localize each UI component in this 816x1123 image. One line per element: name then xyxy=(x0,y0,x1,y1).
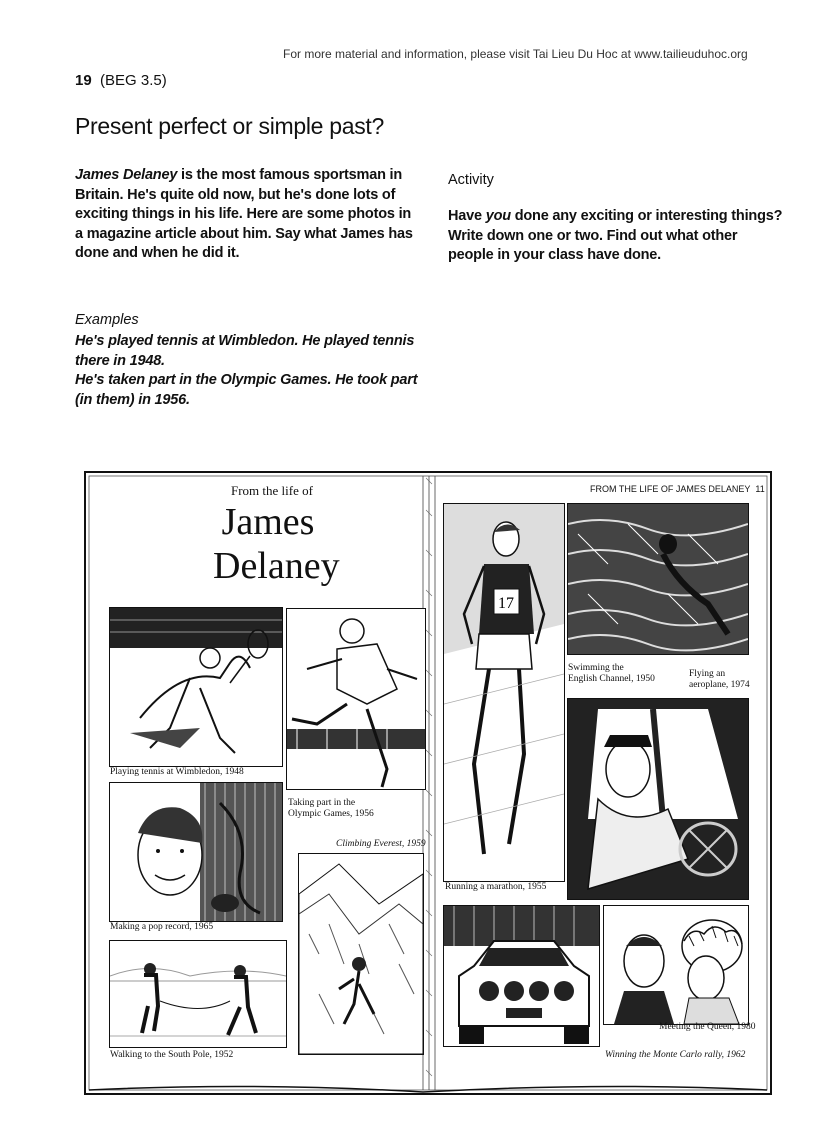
page-title: Present perfect or simple past? xyxy=(75,113,385,139)
magazine-spread xyxy=(83,470,773,1098)
photo-everest xyxy=(298,853,424,1055)
caption-plane-1: Flying an xyxy=(689,669,726,679)
example-line-1: He's played tennis at Wimbledon. He played tennis there in 1948. xyxy=(75,333,415,369)
caption-channel xyxy=(568,663,655,685)
caption-pop: Making a pop record, 1965 xyxy=(110,922,214,932)
caption-everest: Climbing Everest, 1959 xyxy=(336,839,426,849)
caption-queen: Meeting the Queen, 1980 xyxy=(659,1022,756,1032)
caption-marathon: Running a marathon, 1955 xyxy=(445,882,547,892)
caption-tennis: Playing tennis at Wimbledon, 1948 xyxy=(110,767,244,777)
caption-channel-1: Swimming the xyxy=(568,663,624,673)
caption-olympic xyxy=(288,798,374,820)
photo-aeroplane xyxy=(567,698,749,900)
mag-title-small: From the life of xyxy=(231,483,313,498)
examples-text xyxy=(75,332,425,410)
photo-rally xyxy=(443,905,600,1047)
mag-page-number: 11 xyxy=(755,484,765,494)
photo-south-pole xyxy=(109,940,287,1048)
intro-paragraph xyxy=(75,166,420,264)
photo-tennis xyxy=(109,607,283,767)
source-note: For more material and information, please visit Tai Lieu Du Hoc at www.tailieuduhoc.org xyxy=(283,47,748,61)
unit-number: 19 xyxy=(75,72,92,89)
mag-title-first: James xyxy=(221,501,315,543)
photo-marathon xyxy=(443,503,565,882)
caption-rally: Winning the Monte Carlo rally, 1962 xyxy=(605,1050,746,1060)
activity-you: you xyxy=(485,208,511,224)
intro-text: is the most famous sportsman in Britain. He's quite old now, but he's done lots of exciting things in his life. Here are some photos in a magazine article about him. Say what James has done and when he did it. xyxy=(75,167,413,261)
intro-name: James Delaney xyxy=(75,167,178,183)
photo-pop-record xyxy=(109,782,283,922)
svg-text:17: 17 xyxy=(498,595,514,612)
caption-channel-2: English Channel, 1950 xyxy=(568,674,655,684)
photo-channel xyxy=(567,503,749,655)
mag-title-last: Delaney xyxy=(213,545,340,587)
photo-olympic xyxy=(286,608,426,790)
caption-plane-2: aeroplane, 1974 xyxy=(689,680,750,690)
caption-pole: Walking to the South Pole, 1952 xyxy=(110,1050,234,1060)
caption-olympic-2: Olympic Games, 1956 xyxy=(288,809,374,819)
photo-queen xyxy=(603,905,749,1025)
activity-pre: Have xyxy=(448,208,486,224)
unit-label xyxy=(75,72,167,89)
example-line-2: He's taken part in the Olympic Games. He took part (in them) in 1956. xyxy=(75,372,418,408)
mag-header-text: FROM THE LIFE OF JAMES DELANEY xyxy=(590,484,751,494)
examples-heading: Examples xyxy=(75,312,139,328)
caption-olympic-1: Taking part in the xyxy=(288,798,356,808)
activity-text xyxy=(448,207,783,266)
activity-heading: Activity xyxy=(448,172,494,188)
caption-plane xyxy=(689,669,750,691)
mag-right-header xyxy=(590,484,765,494)
unit-reference: (BEG 3.5) xyxy=(100,72,167,89)
mag-title-name xyxy=(213,500,340,588)
activity-body: done any exciting or interesting things? Write down one or two. Find out what other people in your class have done. xyxy=(448,208,783,263)
